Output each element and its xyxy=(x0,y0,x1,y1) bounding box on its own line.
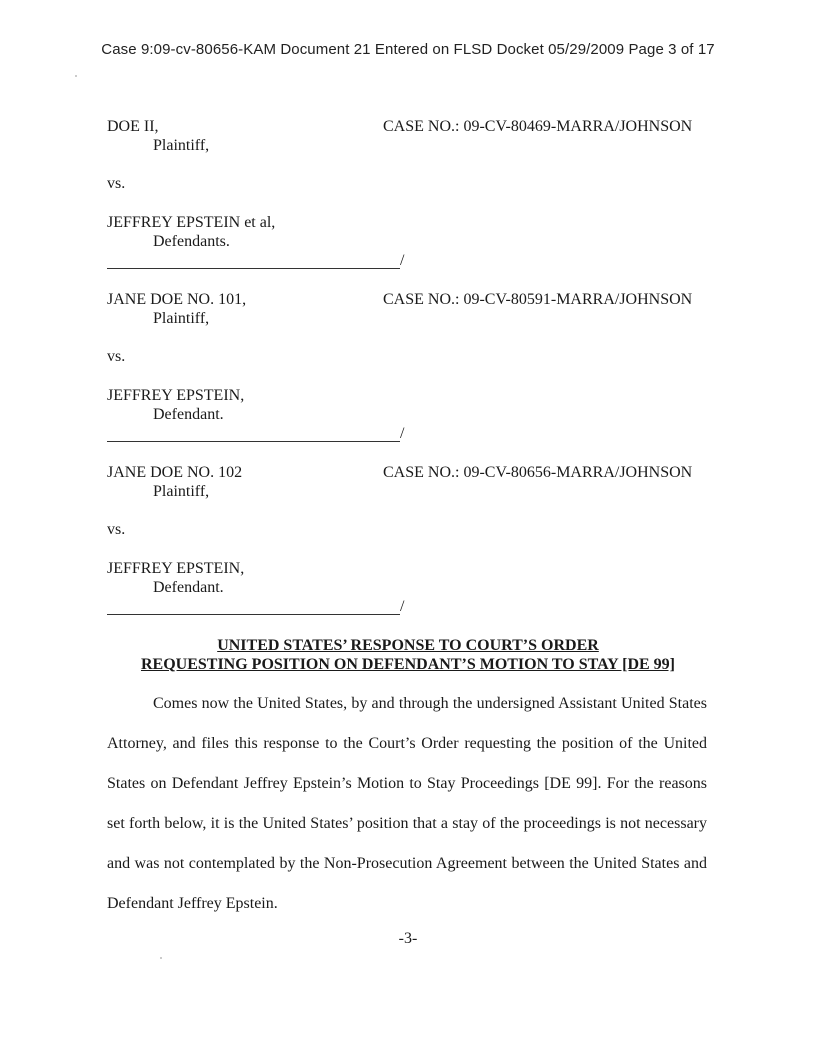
body-line: set forth below, it is the United States’ position that a stay of the proceedings is not necessary xyxy=(107,815,707,832)
versus-label: vs. xyxy=(107,175,126,192)
case-number: CASE NO.: 09-CV-80656-MARRA/JOHNSON xyxy=(383,464,693,481)
case-number: CASE NO.: 09-CV-80469-MARRA/JOHNSON xyxy=(383,118,693,135)
defendant-name: JEFFREY EPSTEIN, xyxy=(107,560,245,577)
plaintiff-name: JANE DOE NO. 102 xyxy=(107,464,243,481)
caption-divider-line xyxy=(107,268,400,269)
caption-divider-slash: / xyxy=(400,598,405,615)
defendant-role: Defendant. xyxy=(153,579,224,596)
case-number: CASE NO.: 09-CV-80591-MARRA/JOHNSON xyxy=(383,291,693,308)
caption-divider-slash: / xyxy=(400,252,405,269)
document-title-line-1: UNITED STATES’ RESPONSE TO COURT’S ORDER xyxy=(217,637,599,654)
plaintiff-name: JANE DOE NO. 101, xyxy=(107,291,247,308)
body-line: and was not contemplated by the Non-Prosecution Agreement between the United States and xyxy=(107,855,707,872)
body-line: States on Defendant Jeffrey Epstein’s Motion to Stay Proceedings [DE 99]. For the reasons xyxy=(107,775,707,792)
caption-divider-line xyxy=(107,441,400,442)
body-line: Defendant Jeffrey Epstein. xyxy=(107,895,278,912)
caption-divider-line xyxy=(107,614,400,615)
defendant-name: JEFFREY EPSTEIN et al, xyxy=(107,214,276,231)
defendant-role: Defendants. xyxy=(153,233,230,250)
docket-header: Case 9:09-cv-80656-KAM Document 21 Entered on FLSD Docket 05/29/2009 Page 3 of 17 xyxy=(101,41,715,58)
plaintiff-name: DOE II, xyxy=(107,118,159,135)
versus-label: vs. xyxy=(107,348,126,365)
versus-label: vs. xyxy=(107,521,126,538)
body-line: Comes now the United States, by and through the undersigned Assistant United States xyxy=(153,695,707,712)
plaintiff-role: Plaintiff, xyxy=(153,483,210,500)
caption-divider-slash: / xyxy=(400,425,405,442)
scan-speck xyxy=(75,75,77,77)
document-title-line-2: REQUESTING POSITION ON DEFENDANT’S MOTION TO STAY [DE 99] xyxy=(140,656,676,673)
body-line: Attorney, and files this response to the Court’s Order requesting the position of the United xyxy=(107,735,707,752)
defendant-name: JEFFREY EPSTEIN, xyxy=(107,387,245,404)
page-number: -3- xyxy=(398,930,418,947)
scan-speck xyxy=(160,957,162,959)
plaintiff-role: Plaintiff, xyxy=(153,310,210,327)
plaintiff-role: Plaintiff, xyxy=(153,137,210,154)
defendant-role: Defendant. xyxy=(153,406,224,423)
